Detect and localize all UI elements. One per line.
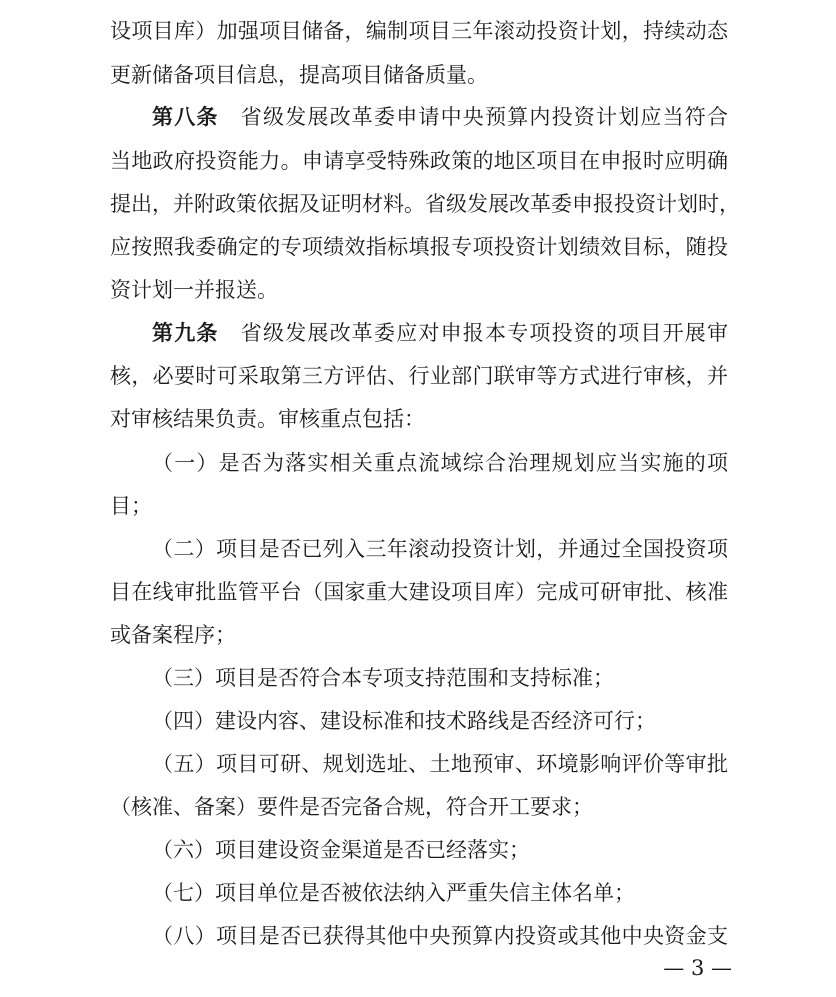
line-text: 设项目库）加强项目储备，编制项目三年滚动投资计划，持续动态 bbox=[110, 19, 728, 43]
line-text: 目； bbox=[110, 494, 152, 518]
line-text: 应按照我委确定的专项绩效指标填报专项投资计划绩效目标，随投 bbox=[110, 235, 728, 259]
line-5 bbox=[110, 234, 728, 260]
line-text: 当地政府投资能力。申请享受特殊政策的地区项目在申报时应明确 bbox=[110, 149, 728, 173]
article-8-heading: 第八条 bbox=[152, 105, 219, 129]
article-9-line bbox=[152, 320, 728, 346]
article-8-line bbox=[152, 104, 728, 130]
line-text: 目在线审批监管平台（国家重大建设项目库）完成可研审批、核准 bbox=[110, 580, 728, 604]
page-number: — 3 — bbox=[663, 956, 732, 980]
line-6 bbox=[110, 277, 728, 303]
line-text: （六）项目建设资金渠道是否已经落实； bbox=[152, 838, 530, 862]
line-text: 或备案程序； bbox=[110, 623, 236, 647]
line-9 bbox=[110, 406, 728, 432]
item-6-line bbox=[152, 837, 728, 863]
line-8 bbox=[110, 363, 728, 389]
line-text: （三）项目是否符合本专项支持范围和支持标准； bbox=[152, 666, 614, 690]
line-text: 省级发展改革委应对申报本专项投资的项目开展审 bbox=[218, 321, 729, 345]
line-3 bbox=[110, 148, 728, 174]
line-text: （八）项目是否已获得其他中央预算内投资或其他中央资金支 bbox=[152, 924, 728, 948]
line-text: （五）项目可研、规划选址、土地预审、环境影响评价等审批 bbox=[152, 752, 728, 776]
item-8-line bbox=[152, 923, 728, 949]
item-4-line bbox=[152, 708, 728, 734]
line-11 bbox=[110, 493, 728, 519]
line-0 bbox=[110, 18, 728, 44]
line-text: （一）是否为落实相关重点流域综合治理规划应当实施的项 bbox=[152, 451, 728, 475]
line-14 bbox=[110, 622, 728, 648]
item-5-line bbox=[152, 751, 728, 777]
item-2-line bbox=[152, 536, 728, 562]
line-text: 资计划一并报送。 bbox=[110, 278, 278, 302]
line-13 bbox=[110, 579, 728, 605]
item-7-line bbox=[152, 880, 728, 906]
line-text: （二）项目是否已列入三年滚动投资计划，并通过全国投资项 bbox=[152, 537, 728, 561]
line-text: 对审核结果负责。审核重点包括： bbox=[110, 407, 425, 431]
line-text: （七）项目单位是否被依法纳入严重失信主体名单； bbox=[152, 881, 635, 905]
line-text: 核，必要时可采取第三方评估、行业部门联审等方式进行审核，并 bbox=[110, 364, 728, 388]
item-3-line bbox=[152, 665, 728, 691]
line-text: 省级发展改革委申请中央预算内投资计划应当符合 bbox=[218, 105, 729, 129]
line-18 bbox=[110, 794, 728, 820]
line-1 bbox=[110, 62, 728, 88]
item-1-line bbox=[152, 450, 728, 476]
line-4 bbox=[110, 191, 740, 217]
line-text: （核准、备案）要件是否完备合规，符合开工要求； bbox=[110, 795, 593, 819]
line-text: 提出，并附政策依据及证明材料。省级发展改革委申报投资计划时， bbox=[110, 192, 740, 216]
line-text: 更新储备项目信息，提高项目储备质量。 bbox=[110, 63, 488, 87]
article-9-heading: 第九条 bbox=[152, 321, 219, 345]
line-text: （四）建设内容、建设标准和技术路线是否经济可行； bbox=[152, 709, 656, 733]
